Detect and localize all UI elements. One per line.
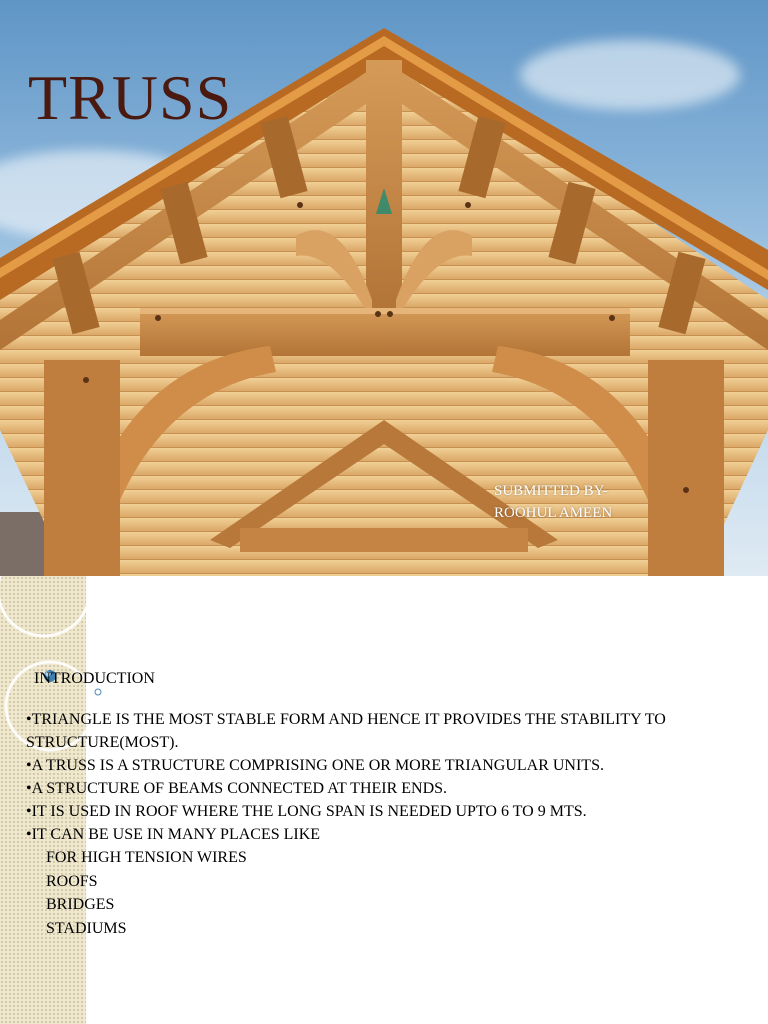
place-item: BRIDGES <box>46 896 115 913</box>
place-item: STADIUMS <box>46 919 127 937</box>
bullet-item: •TRIANGLE IS THE MOST STABLE FORM AND HENCE IT PROVIDES THE STABILITY TO STRUCTURE(MOST). <box>26 711 666 751</box>
author-name: ROOHUL AMEEN <box>494 505 613 521</box>
slide-title: TRUSS <box>28 62 233 133</box>
place-item: ROOFS <box>46 872 98 890</box>
submitted-by-label: SUBMITTED BY- <box>494 483 608 499</box>
bullet-item: •IT IS USED IN ROOF WHERE THE LONG SPAN IS NEEDED UPTO 6 TO 9 MTS. <box>26 803 587 820</box>
collar-beam <box>140 308 630 356</box>
place-item: FOR HIGH TENSION WIRES <box>46 849 247 866</box>
bullet-item: •IT CAN BE USE IN MANY PLACES LIKE <box>26 826 321 843</box>
king-post <box>366 60 402 310</box>
bullet-item: •A TRUSS IS A STRUCTURE COMPRISING ONE OR MORE TRIANGULAR UNITS. <box>26 757 604 774</box>
section-heading: INTRODUCTION <box>34 670 155 687</box>
rear-tie-beam <box>240 528 528 552</box>
post-left <box>44 360 120 576</box>
submitted-by-block <box>494 480 612 524</box>
introduction-slide <box>0 576 768 1024</box>
post-right <box>648 360 724 576</box>
bullet-list <box>26 708 756 846</box>
places-list <box>26 846 756 940</box>
slide-content <box>26 668 756 940</box>
bullet-item: •A STRUCTURE OF BEAMS CONNECTED AT THEIR ENDS. <box>26 780 448 797</box>
